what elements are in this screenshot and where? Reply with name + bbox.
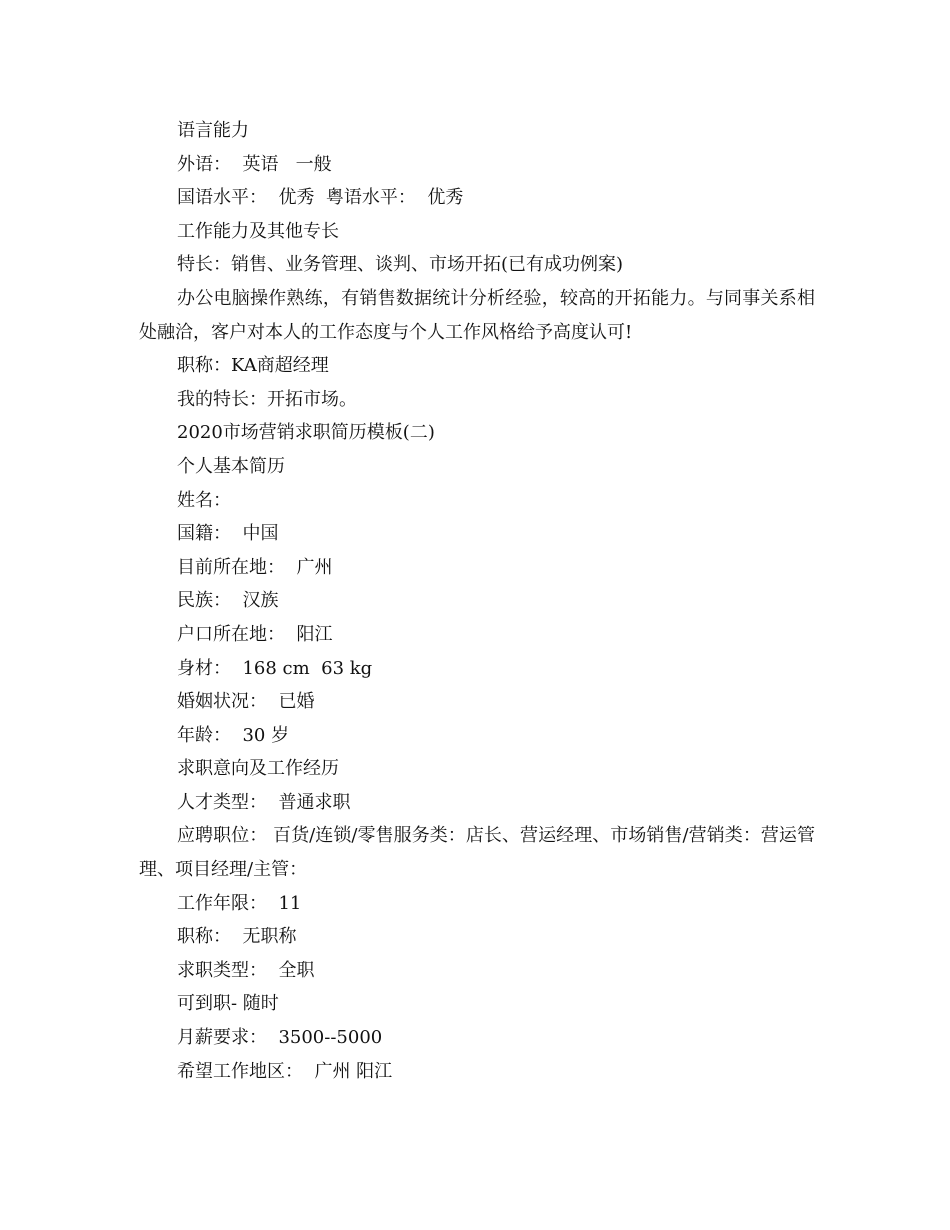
age-line: 年龄： 30 岁 (177, 724, 290, 746)
job-type-line: 求职类型： 全职 (177, 959, 315, 981)
mandarin-cantonese-line: 国语水平： 优秀 粤语水平： 优秀 (177, 187, 464, 209)
section-heading-job-intention: 求职意向及工作经历 (177, 758, 339, 780)
current-location-line: 目前所在地： 广州 (177, 556, 333, 578)
section-heading-skills: 工作能力及其他专长 (177, 220, 339, 242)
salary-line: 月薪要求： 3500--5000 (177, 1027, 383, 1049)
nationality-line: 国籍： 中国 (177, 523, 279, 545)
marital-status-line: 婚姻状况： 已婚 (177, 691, 315, 713)
position-applied-paragraph: 应聘职位： 百货/连锁/零售服务类：店长、营运经理、市场销售/营销类：营运管理、项目经理/主管： (139, 825, 815, 881)
preferred-location-line: 希望工作地区： 广州 阳江 (177, 1060, 393, 1082)
height-weight-line: 身材： 168 cm 63 kg (177, 657, 373, 679)
talent-type-line: 人才类型： 普通求职 (177, 791, 351, 813)
household-registration-line: 户口所在地： 阳江 (177, 623, 333, 645)
years-of-work-line: 工作年限： 11 (177, 892, 302, 914)
document-body (139, 114, 815, 1088)
ethnicity-line: 民族： 汉族 (177, 590, 279, 612)
job-title-line: 职称： 无职称 (177, 926, 297, 948)
self-evaluation-paragraph: 办公电脑操作熟练，有销售数据统计分析经验，较高的开拓能力。与同事关系相处融洽，客户对本人的工作态度与个人工作风格给予高度认可! (139, 287, 815, 343)
section-heading-language: 语言能力 (177, 120, 249, 141)
foreign-language-line: 外语： 英语 一般 (177, 153, 332, 175)
title-ka-line: 职称：KA商超经理 (177, 355, 329, 377)
my-specialty-line: 我的特长：开拓市场。 (177, 388, 357, 410)
availability-line: 可到职- 随时 (177, 993, 279, 1015)
template-title-two: 2020市场营销求职简历模板(二) (177, 422, 435, 444)
specialty-line: 特长：销售、业务管理、谈判、市场开拓(已有成功例案) (177, 254, 624, 276)
section-heading-basic-info: 个人基本简历 (177, 455, 285, 477)
name-line: 姓名： (177, 489, 231, 511)
